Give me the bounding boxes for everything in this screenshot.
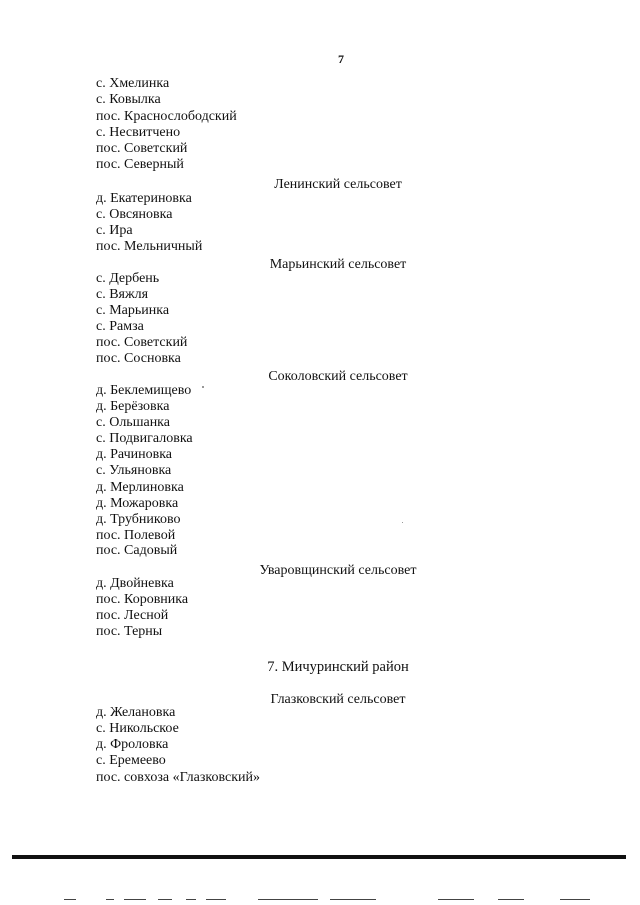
settlement-item: д. Трубниково xyxy=(96,512,181,527)
settlement-item: пос. Советский xyxy=(96,141,188,156)
settlement-item: пос. Мельничный xyxy=(96,239,203,254)
settlement-item: д. Берёзовка xyxy=(96,399,170,414)
council-heading: Соколовский сельсовет xyxy=(268,369,408,384)
page-number: 7 xyxy=(338,52,344,66)
settlement-item: с. Еремеево xyxy=(96,753,166,768)
settlement-item: с. Вяжля xyxy=(96,287,149,302)
settlement-item: пос. Садовый xyxy=(96,543,178,558)
settlement-item: с. Ковылка xyxy=(96,92,161,107)
settlement-item: с. Ульяновка xyxy=(96,463,172,478)
scan-mark xyxy=(498,899,524,900)
settlement-item: пос. Коровника xyxy=(96,592,189,607)
settlement-item: с. Марьинка xyxy=(96,303,170,318)
settlement-item: пос. Терны xyxy=(96,624,163,639)
scan-mark xyxy=(330,899,376,900)
settlement-item: д. Двойневка xyxy=(96,576,174,591)
settlement-item: пос. Лесной xyxy=(96,608,169,623)
settlement-item: д. Фроловка xyxy=(96,737,169,752)
council-heading: Ленинский сельсовет xyxy=(274,177,402,192)
scan-mark xyxy=(64,899,76,900)
settlement-item: с. Несвитчено xyxy=(96,125,181,140)
scan-mark xyxy=(158,899,172,900)
scan-mark xyxy=(186,899,196,900)
settlement-item: с. Ольшанка xyxy=(96,415,170,430)
settlement-item: д. Мерлиновка xyxy=(96,480,184,495)
scan-mark xyxy=(258,899,318,900)
settlement-item: пос. Полевой xyxy=(96,528,176,543)
council-heading: Марьинский сельсовет xyxy=(269,257,407,272)
settlement-item: д. Можаровка xyxy=(96,496,179,511)
settlement-item: с. Рамза xyxy=(96,319,144,334)
settlement-item: д. Рачиновка xyxy=(96,447,173,462)
council-heading: Глазковский сельсовет xyxy=(270,692,406,707)
settlement-item: пос. Сосновка xyxy=(96,351,181,366)
settlement-item: д. Желановка xyxy=(96,705,176,720)
settlement-item: с. Хмелинка xyxy=(96,76,170,91)
settlement-item: д. Екатериновка xyxy=(96,191,192,206)
settlement-item: пос. Северный xyxy=(96,157,184,172)
settlement-item: с. Дербень xyxy=(96,271,160,286)
scan-mark xyxy=(206,899,226,900)
scan-mark xyxy=(560,899,590,900)
scan-mark xyxy=(124,899,146,900)
scan-mark xyxy=(106,899,114,900)
settlement-item: с. Подвигаловка xyxy=(96,431,193,446)
bottom-rule xyxy=(12,855,626,859)
settlement-item: с. Никольское xyxy=(96,721,179,736)
district-heading: 7. Мичуринский район xyxy=(267,659,409,675)
council-heading: Уваровщинский сельсовет xyxy=(259,563,417,578)
settlement-item: пос. совхоза «Глазковский» xyxy=(96,770,260,785)
scan-speck xyxy=(202,386,204,388)
settlement-item: пос. Советский xyxy=(96,335,188,350)
scan-speck xyxy=(402,522,403,523)
settlement-item: д. Беклемищево xyxy=(96,383,192,398)
scan-mark xyxy=(438,899,474,900)
settlement-item: пос. Краснослободский xyxy=(96,109,237,124)
settlement-item: с. Ира xyxy=(96,223,133,238)
settlement-item: с. Овсяновка xyxy=(96,207,173,222)
